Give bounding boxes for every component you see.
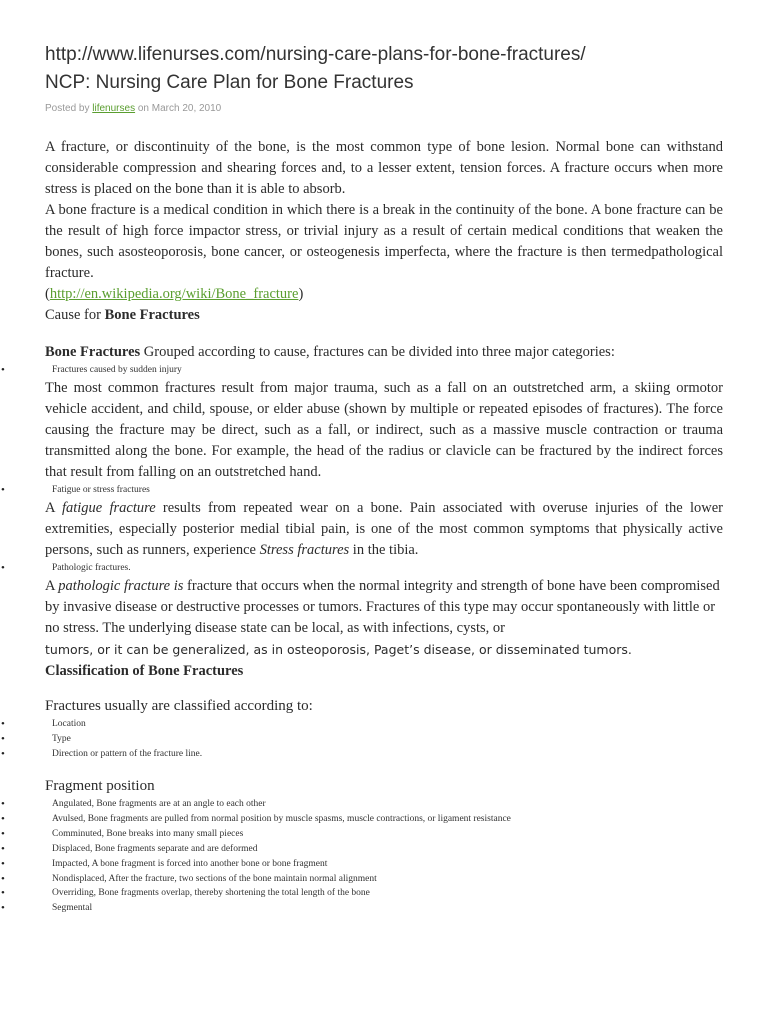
fatigue-text [45,498,723,561]
fatigue-fracture-term: fatigue fracture [61,500,156,516]
list-item: • Direction or pattern of the fracture line. [45,747,723,762]
classification-heading-text: Classification of Bone Fractures [45,663,244,679]
list-item: • Comminuted, Bone breaks into many small pieces [45,827,723,842]
classification-intro: Fractures usually are classified according to: [45,698,313,714]
intro-paragraph-2: A bone fracture is a medical condition in which there is a break in the continuity of the bone. A bone fracture can be the result of high force impactor stress, or trivial injury as a result of certain medical conditions that weaken the bones, such asosteoporosis, bone cancer, or osteogenesis imperfecta, where the fracture is then termedpathological fracture. [45,202,723,281]
wikipedia-link[interactable]: http://en.wikipedia.org/wiki/Bone_fracture [49,286,299,302]
posted-by-label: Posted by [45,103,93,114]
categories-lead-text: Grouped according to cause, fractures can be divided into three major categories: [140,344,615,360]
pathologic-text-part: fracture that occurs when the normal integrity and strength of bone have been compromised by invasive disease or destructive processes or tumors. Fractures of this type may occur spontaneously with little or no stress. The underlying disease state can be local, as with infections, cysts, or [45,578,720,636]
article-body [45,137,723,916]
list-item: • Location [45,717,723,732]
post-meta [45,103,221,114]
intro-paragraph-1: A fracture, or discontinuity of the bone, is the most common type of bone lesion. Normal bone can withstand considerable compression and shearing forces and, to a lesser extent, tension forces. A fracture occurs when more stress is placed on the bone than it is able to absorb. [45,139,723,197]
link-open-paren: ( [45,286,50,302]
source-line [45,284,723,305]
fatigue-text-part: in the tibia. [349,542,419,558]
cause-heading-prefix: Cause for [45,307,105,323]
list-item: • Overriding, Bone fragments overlap, thereby shortening the total length of the bone [45,886,723,901]
sudden-injury-text: The most common fractures result from major trauma, such as a fall on an outstretched arm, a skiing ormotor vehicle accident, and child, spouse, or elder abuse (shown by multiple or repeated episodes of fractures). The force causing the fracture may be direct, such as a fall, or indirect, such as a massive muscle contraction or trauma transmitted along the bone. For example, the head of the radius or clavicle can be fractured by the indirect forces that result from falling on an outstretched hand. [45,380,723,480]
fragment-heading: Fragment position [45,778,155,794]
sudden-injury-list [45,363,723,378]
cause-heading [45,305,723,326]
list-item: • Impacted, A bone fragment is forced into another bone or bone fragment [45,857,723,872]
categories-lead [45,342,723,363]
article-url-title: http://www.lifenurses.com/nursing-care-plans-for-bone-fractures/ [45,44,586,65]
list-item: • Nondisplaced, After the fracture, two sections of the bone maintain normal alignment [45,872,723,887]
pathologic-text-part: A [45,578,59,594]
author-link[interactable]: lifenurses [92,103,136,114]
cause-heading-bold: Bone Fractures [104,307,200,323]
fatigue-list [45,483,723,498]
list-item: • Fractures caused by sudden injury [45,363,723,378]
list-item: • Displaced, Bone fragments separate and are deformed [45,842,723,857]
article-title: NCP: Nursing Care Plan for Bone Fractures [45,72,414,93]
pathologic-text-continued: tumors, or it can be generalized, as in osteoporosis, Paget’s disease, or disseminated tumors. [45,642,632,657]
fatigue-text-part: A [45,500,62,516]
list-item: • Segmental [45,901,723,916]
list-item: • Pathologic fractures. [45,561,723,576]
pathologic-text [45,576,723,639]
post-date: on March 20, 2010 [135,103,222,114]
list-item: • Avulsed, Bone fragments are pulled from normal position by muscle spasms, muscle contractions, or ligament resistance [45,812,723,827]
classification-heading [45,661,723,682]
link-close-paren: ) [298,286,304,302]
list-item: • Fatigue or stress fractures [45,483,723,498]
stress-fractures-term: Stress fractures [259,542,350,558]
fatigue-text-part: results from repeated wear on a bone. Pain associated with overuse injuries of the lower extremities, especially posterior medial tibial pain, is one of the most common symptoms that physically active persons, such as runners, experience [45,500,724,558]
fragment-list [45,797,723,916]
list-item: • Angulated, Bone fragments are at an angle to each other [45,797,723,812]
pathologic-fracture-term: pathologic fracture is [58,578,184,594]
pathologic-list [45,561,723,576]
list-item: • Type [45,732,723,747]
categories-lead-bold: Bone Fractures [45,344,141,360]
classification-list [45,717,723,762]
